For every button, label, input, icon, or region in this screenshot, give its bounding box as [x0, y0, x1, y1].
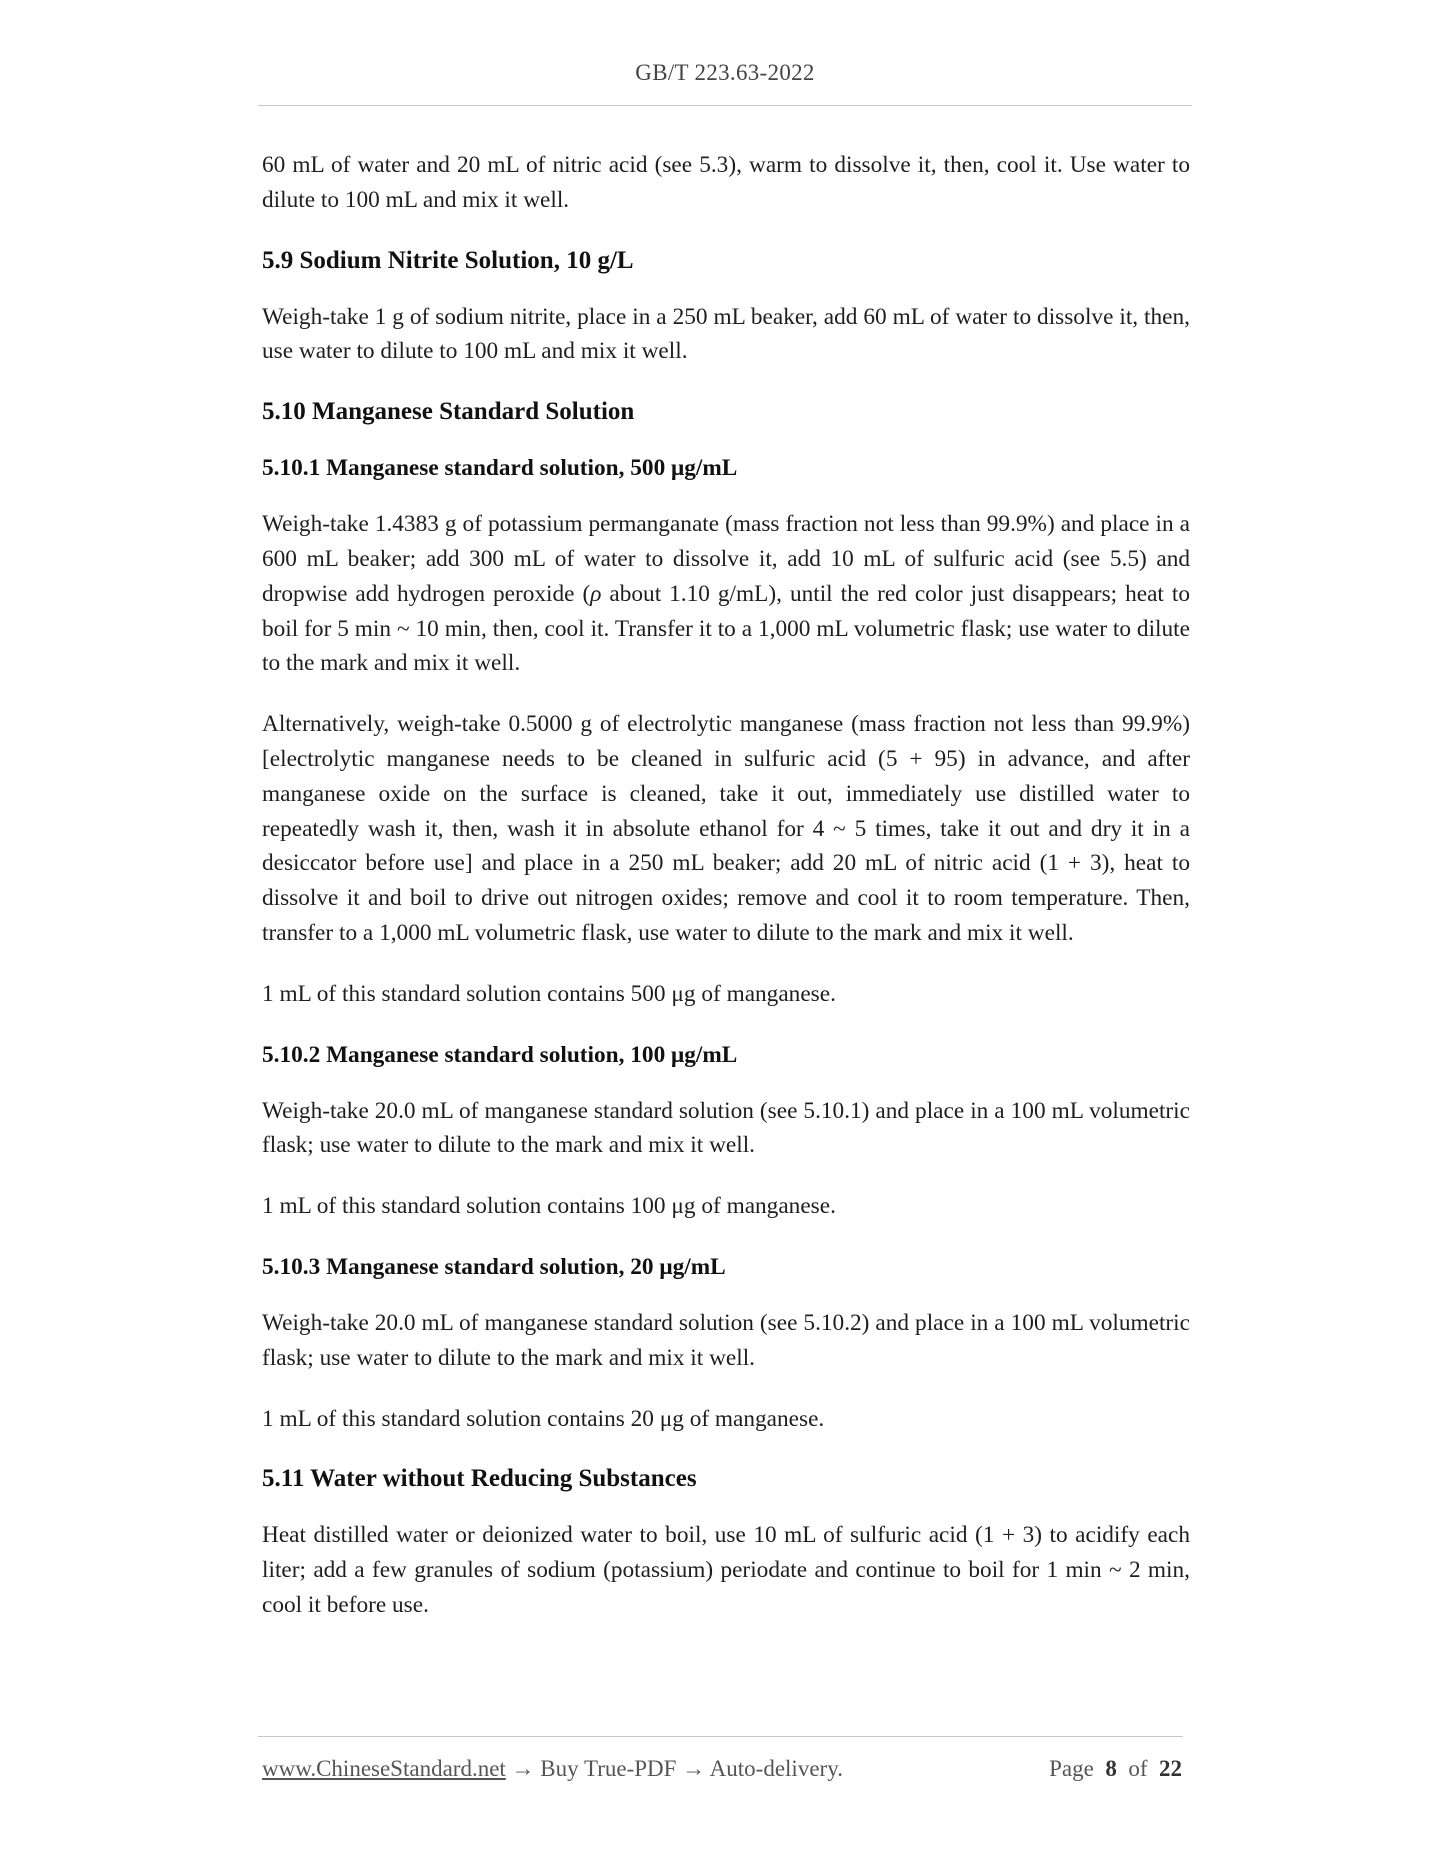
- page-header-standard-code: GB/T 223.63-2022: [635, 60, 815, 85]
- auto-delivery-text: Auto-delivery.: [709, 1756, 843, 1781]
- paragraph-text: Weigh-take 1.4383 g of potassium permanganate (mass fraction not less than 99.9%) and place in a 600 mL beaker; add 300 mL of water to dissolve it, add 10 mL of sulfuric acid (see 5.5) and dropwise add hydrogen peroxide (: [262, 511, 1190, 607]
- section-5-10-1-paragraph-2: Alternatively, weigh-take 0.5000 g of electrolytic manganese (mass fraction not less than 99.9%) [electrolytic manganese needs to be cleaned in sulfuric acid (5 + 95) in advance, and after manganese oxide on the surface is cleaned, take it out, immediately use distilled water to repeatedly wash it, then, wash it in absolute ethanol for 4 ~ 5 times, take it out and dry it in a desiccator before use] and place in a 250 mL beaker; add 20 mL of nitric acid (1 + 3), heat to dissolve it and boil to drive out nitrogen oxides; remove and cool it to room temperature. Then, transfer to a 1,000 mL volumetric flask, use water to dilute to the mark and mix it well.: [262, 711, 1190, 946]
- paragraph-text: about 1.10 g/mL), until the red color just disappears; heat to boil for 5 min ~ 10 min, then, cool it. Transfer it to a 1,000 mL volumetric flask; use water to dilute to the mark and mix it well.: [262, 580, 1190, 677]
- intro-paragraph: 60 mL of water and 20 mL of nitric acid (see 5.3), warm to dissolve it, then, cool it. Use water to dilute to 100 mL and mix it well.: [262, 152, 1190, 213]
- buy-true-pdf-text: Buy True-PDF: [540, 1756, 677, 1781]
- section-5-10-3-title: 5.10.3 Manganese standard solution, 20 μg/mL: [262, 1253, 726, 1280]
- footer-divider: [258, 1736, 1183, 1737]
- document-body: [262, 148, 1190, 1649]
- section-5-10-2-paragraph: Weigh-take 20.0 mL of manganese standard solution (see 5.10.1) and place in a 100 mL volumetric flask; use water to dilute to the mark and mix it well.: [262, 1097, 1190, 1159]
- section-5-10-3-content-note: 1 mL of this standard solution contains 20 μg of manganese.: [262, 1405, 825, 1432]
- section-5-10-3-paragraph: Weigh-take 20.0 mL of manganese standard solution (see 5.10.2) and place in a 100 mL volumetric flask; use water to dilute to the mark and mix it well.: [262, 1309, 1190, 1371]
- arrow-icon: →: [676, 1756, 710, 1781]
- section-5-10-2-content-note: 1 mL of this standard solution contains 100 μg of manganese.: [262, 1193, 836, 1220]
- section-5-9-paragraph: Weigh-take 1 g of sodium nitrite, place in a 250 mL beaker, add 60 mL of water to dissolve it, then, use water to dilute to 100 mL and mix it well.: [262, 303, 1190, 365]
- page-label: Page: [1049, 1756, 1094, 1781]
- section-5-10-1-title: 5.10.1 Manganese standard solution, 500 μg/mL: [262, 455, 738, 482]
- section-5-10-title: 5.10 Manganese Standard Solution: [262, 398, 635, 426]
- section-5-10-1-paragraph-1: [262, 507, 1190, 681]
- site-link[interactable]: www.ChineseStandard.net: [262, 1756, 506, 1781]
- of-label: of: [1128, 1756, 1148, 1781]
- section-5-9-title: 5.9 Sodium Nitrite Solution, 10 g/L: [262, 246, 634, 274]
- arrow-icon: →: [505, 1756, 541, 1781]
- page-counter: [1049, 1756, 1182, 1782]
- rho-symbol: ρ: [590, 580, 602, 607]
- footer-promo: [262, 1756, 843, 1782]
- section-5-11-title: 5.11 Water without Reducing Substances: [262, 1465, 697, 1493]
- section-5-10-2-title: 5.10.2 Manganese standard solution, 100 μg/mL: [262, 1041, 738, 1068]
- section-5-10-1-content-note: 1 mL of this standard solution contains 500 μg of manganese.: [262, 980, 836, 1007]
- header-divider: [258, 105, 1192, 106]
- section-5-11-paragraph: Heat distilled water or deionized water to boil, use 10 mL of sulfuric acid (1 + 3) to acidify each liter; add a few granules of sodium (potassium) periodate and continue to boil for 1 min ~ 2 min, cool it before use.: [262, 1522, 1190, 1618]
- current-page-number: 8: [1105, 1756, 1117, 1781]
- total-pages: 22: [1159, 1756, 1182, 1781]
